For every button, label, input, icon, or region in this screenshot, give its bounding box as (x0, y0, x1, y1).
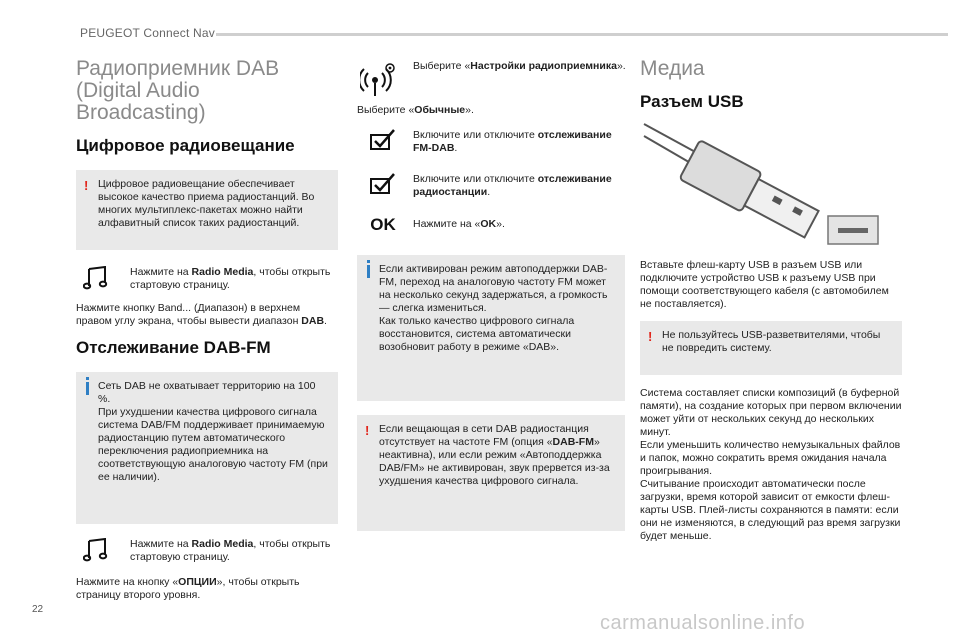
step-radio-media (76, 266, 338, 292)
options-instruction: Нажмите на кнопку «ОПЦИИ», чтобы открыть страницу второго уровня. (76, 576, 300, 601)
section-heading-dab-fm: Отслеживание DAB-FM (76, 338, 271, 357)
info-icon (86, 382, 89, 395)
page-number: 22 (32, 604, 44, 615)
step-ok (357, 215, 627, 235)
media-title: Медиа (640, 57, 705, 80)
usb-heading: Разъем USB (640, 92, 744, 111)
step-radio-media-2 (76, 538, 338, 564)
info-text: Если активирован режим автоподдержки DAB-FM, переход на аналоговую частоту FM может на несколько секунд задержаться, а громкость — слегка измениться. Как только качество цифрового сигнала восстановится, система автоматически возобновит работу в режиме «DAB». (379, 263, 608, 353)
info-icon (367, 265, 370, 278)
column-dab (76, 58, 338, 602)
warning-text: Если вещающая в сети DAB радиостанция отсутствует на частоте FM (опция «DAB-FM» неактивна), или если режим «Автоподдержка DAB/FM» не активирован, звук прервется из-за ухудшения качества цифрового сигнала. (379, 423, 610, 487)
usb-description: Система составляет списки композиций (в буферной памяти), на создание которых при первом включении может уйти от нескольких секунд до нескольких минут. Если уменьшить количество немузыкальных файлов и папок, можно сократить время ожидания начала проигрывания. Считывание происходит автоматически после загрузки, время которой зависит от емкости флеш-карты USB. Плей-листы сохраняются в памяти: если они не изменяются, в следующий раз время загрузки будет меньше. (640, 387, 902, 542)
checkbox-icon (357, 129, 409, 151)
step-text: Включите или отключите отслеживание радиостанции. (413, 173, 612, 198)
music-note-icon (76, 538, 116, 562)
band-instruction: Нажмите кнопку Band... (Диапазон) в верхнем правом углу экрана, чтобы вывести диапазон DAB. (76, 302, 327, 327)
step-text: Нажмите на «OK». (413, 218, 505, 230)
step-toggle-fm-dab (357, 129, 627, 155)
warning-box-signal-loss (357, 415, 625, 531)
step-text: Нажмите на Radio Media, чтобы открыть стартовую страницу. (130, 266, 331, 291)
usb-instruction: Вставьте флеш-карту USB в разъем USB или подключите устройство USB к разъему USB при помощи соответствующего кабеля (с автомобилем не поставляется). (640, 259, 889, 310)
section-heading-digital-radio: Цифровое радиовещание (76, 136, 295, 155)
warning-icon: ! (648, 329, 653, 344)
checkbox-icon (357, 173, 409, 195)
header-title: PEUGEOT Connect Nav (80, 26, 215, 40)
header-rule (216, 33, 948, 36)
column-settings (357, 60, 627, 531)
usb-illustration (640, 120, 890, 255)
step-text: Нажмите на Radio Media, чтобы открыть стартовую страницу. (130, 538, 331, 563)
step-radio-settings (357, 60, 627, 98)
step-toggle-station (357, 173, 627, 199)
warning-text: Не пользуйтесь USB-разветвителями, чтобы не повредить систему. (662, 329, 881, 354)
ok-icon: OK (370, 215, 396, 234)
warning-text: Цифровое радиовещание обеспечивает высокое качество приема радиостанций. Во многих мультиплекс-пакетах можно найти алфавитный список таких радиостанций. (98, 178, 315, 229)
info-box-dab-fm (76, 372, 338, 524)
warning-box-usb-hub (640, 321, 902, 375)
page-title: Радиоприемник DAB (Digital Audio Broadcasting) (76, 57, 280, 124)
column-media (640, 58, 902, 543)
warning-box-digital-radio (76, 170, 338, 250)
info-text: Сеть DAB не охватывает территорию на 100 %. При ухудшении качества цифрового сигнала система DAB/FM поддерживает принимаемую радиостанцию путем автоматического переключения радиоприемника на соответствующую аналоговую частоту FM (при ее наличии). (98, 380, 328, 483)
normal-instruction: Выберите «Обычные». (357, 104, 474, 116)
info-box-autosupport (357, 255, 625, 401)
step-text: Включите или отключите отслеживание FM-DAB. (413, 129, 612, 154)
warning-icon: ! (84, 178, 89, 193)
warning-icon: ! (365, 423, 370, 438)
watermark: carmanualsonline.info (600, 612, 806, 634)
music-note-icon (76, 266, 116, 290)
step-text: Выберите «Настройки радиоприемника». (413, 60, 626, 72)
radio-settings-icon (357, 60, 403, 98)
